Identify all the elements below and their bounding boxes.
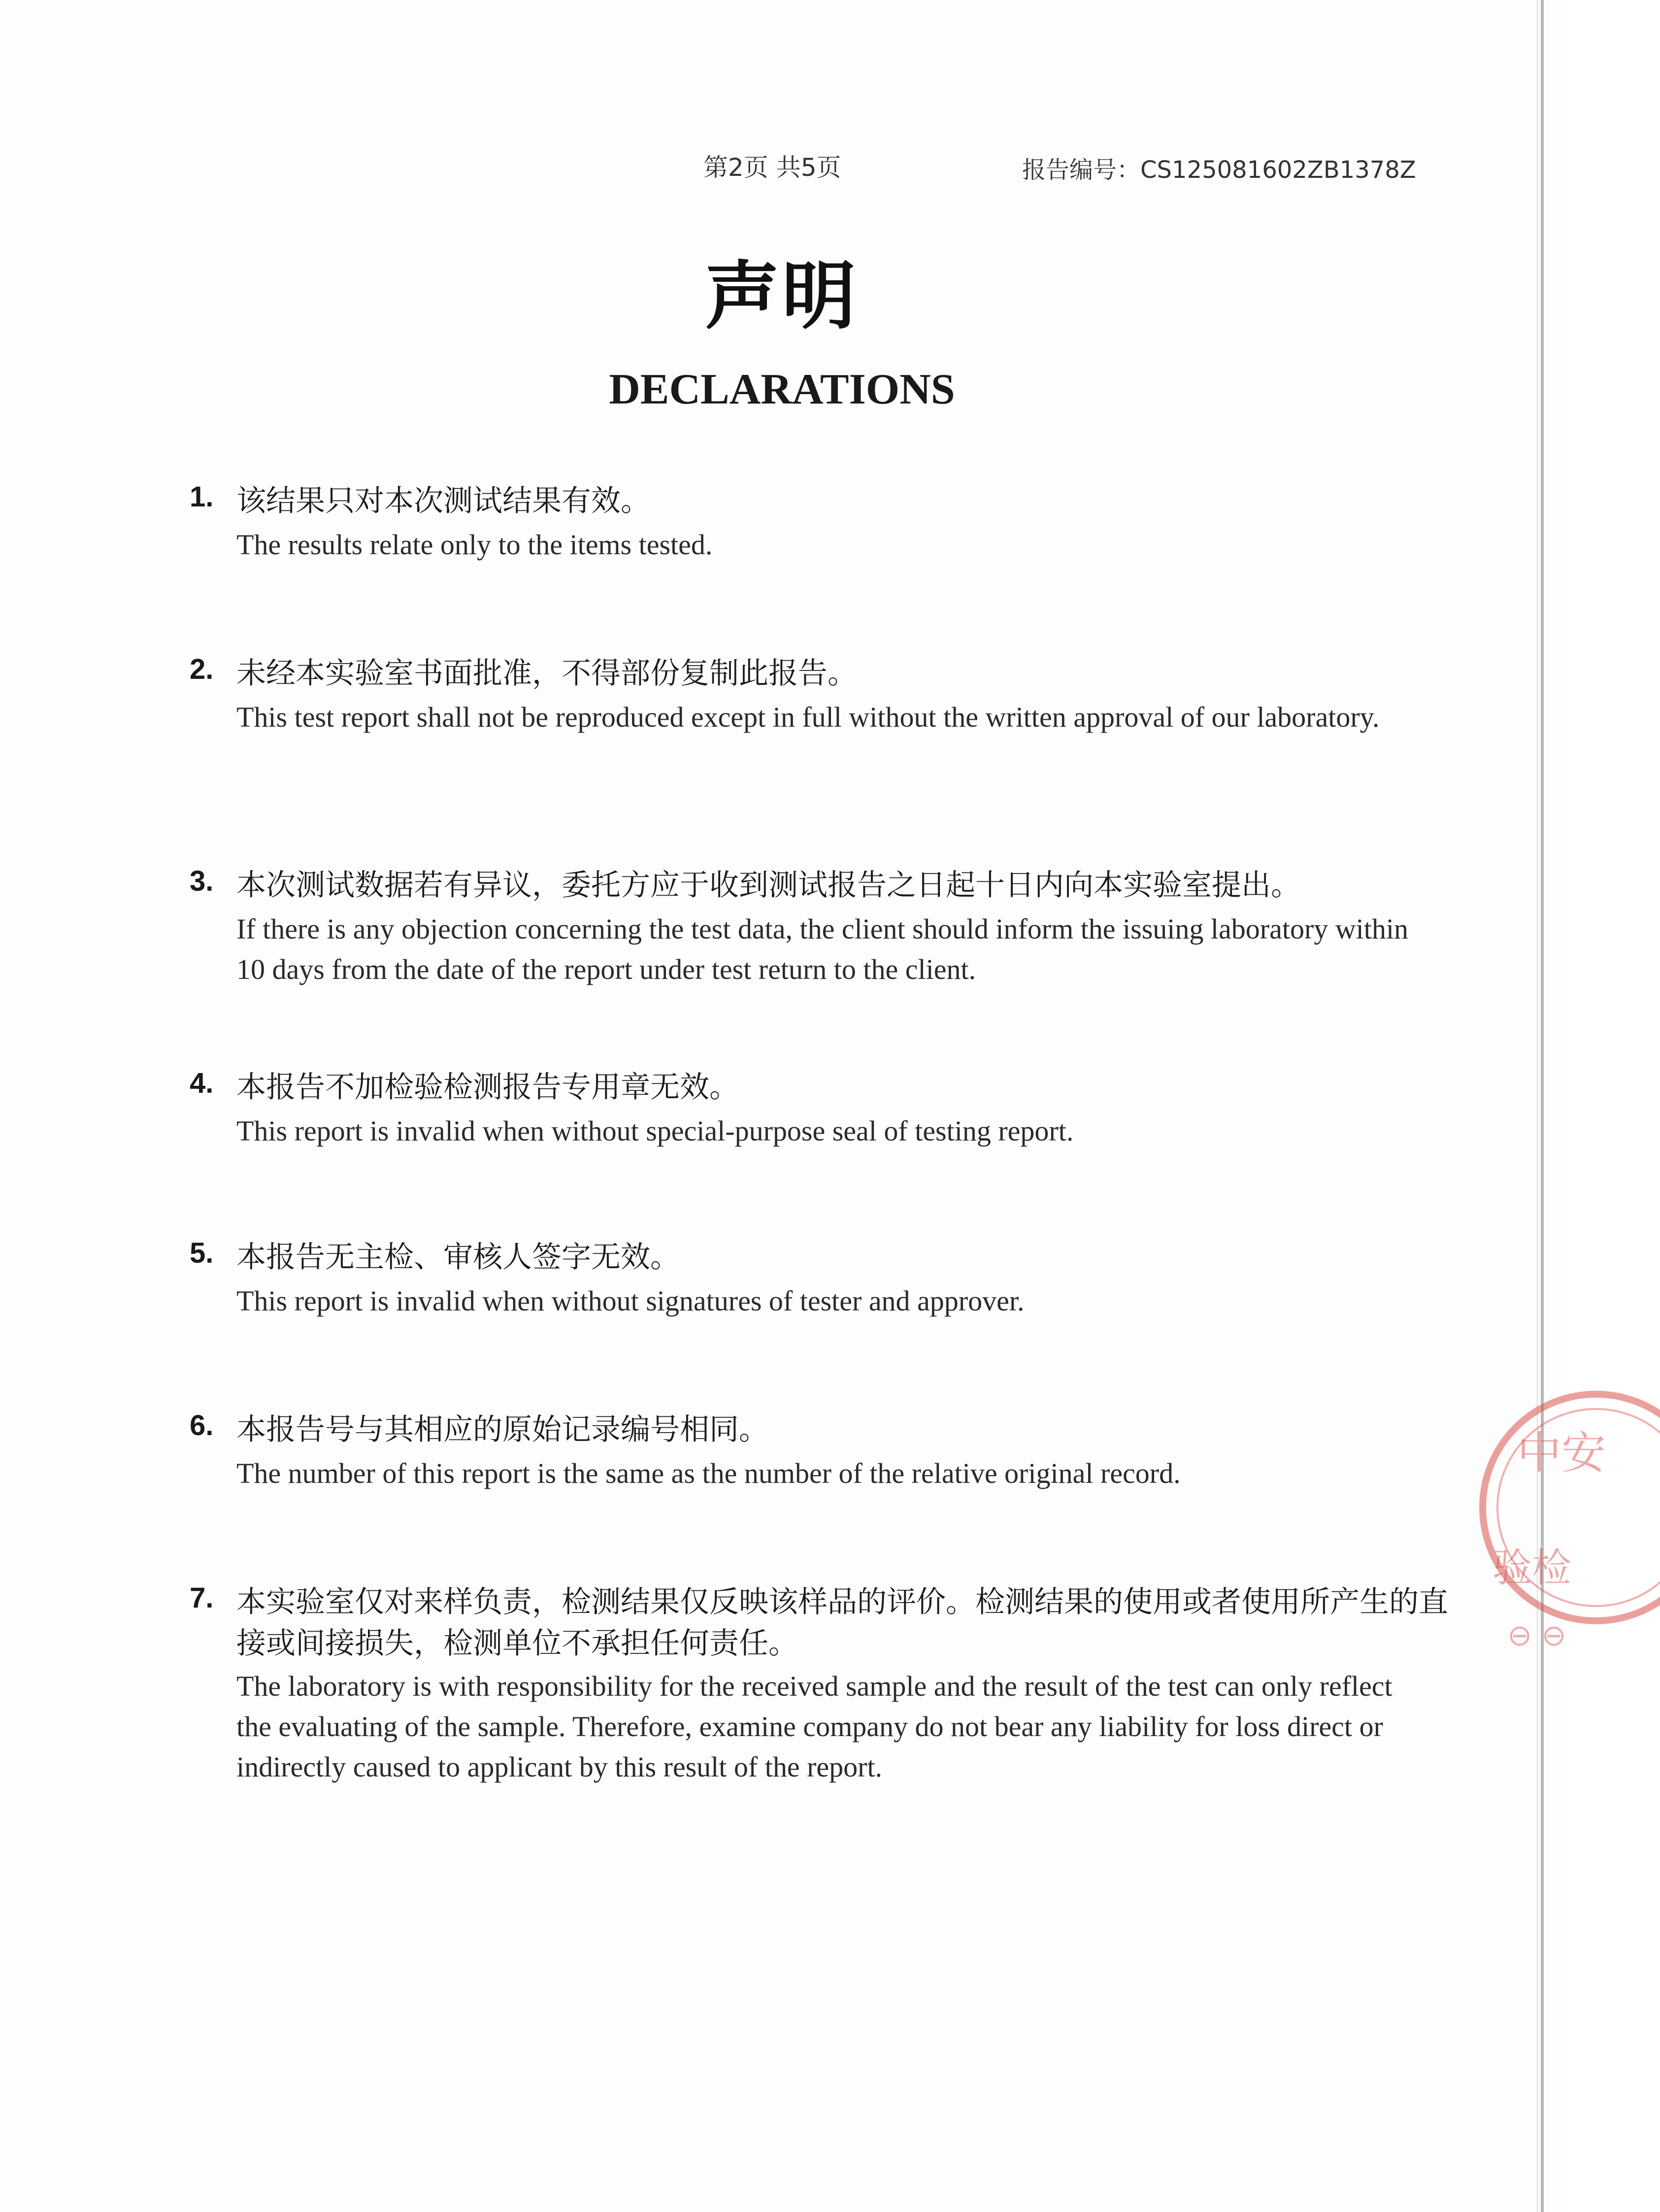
report-number: 报告编号：CS125081602ZB1378Z bbox=[1022, 156, 1416, 184]
seal-inner-ring bbox=[1497, 1409, 1660, 1606]
declaration-text-chinese: 该结果只对本次测试结果有效。 bbox=[236, 484, 650, 518]
declaration-text-english: The laboratory is with responsibility for the received sample and the result of the test can only reflect the evaluating of the sample. Therefore, examine company do not bear any liability for loss direct or indirectly caused to applicant by this result of the report. bbox=[236, 1670, 1393, 1783]
declaration-number: 1. bbox=[190, 481, 214, 513]
declaration-text-english: The number of this report is the same as the number of the relative original record. bbox=[236, 1457, 1181, 1489]
declaration-text-english: This report is invalid when without special-purpose seal of testing report. bbox=[236, 1115, 1074, 1147]
seal-dots: ⊖ ⊖ bbox=[1507, 1618, 1566, 1653]
declaration-text-chinese: 本报告号与其相应的原始记录编号相同。 bbox=[236, 1412, 768, 1447]
declaration-number: 4. bbox=[190, 1067, 214, 1099]
seal-text-top: 中安 bbox=[1517, 1427, 1606, 1479]
declaration-text-english: This report is invalid when without signatures of tester and approver. bbox=[236, 1285, 1025, 1317]
declaration-text-chinese: 本报告不加检验检测报告专用章无效。 bbox=[236, 1070, 739, 1105]
declaration-text-chinese: 本实验室仅对来样负责，检测结果仅反映该样品的评价。检测结果的使用或者使用所产生的直接或间接损失，检测单位不承担任何责任。 bbox=[236, 1585, 1448, 1661]
declaration-text-chinese: 本次测试数据若有异议，委托方应于收到测试报告之日起十日内向本实验室提出。 bbox=[236, 868, 1300, 903]
page-indicator: 第2页 共5页 bbox=[703, 153, 841, 182]
declaration-text-english: The results relate only to the items tested. bbox=[236, 529, 713, 561]
seal-ring bbox=[1483, 1394, 1660, 1621]
declaration-text-chinese: 未经本实验室书面批准，不得部份复制此报告。 bbox=[236, 656, 857, 691]
seal-stamp bbox=[1473, 1370, 1660, 1653]
declaration-text-english: If there is any objection concerning the test data, the client should inform the issuing laboratory within 10 days from the date of the report under test return to the client. bbox=[236, 913, 1408, 985]
declaration-number: 3. bbox=[190, 865, 214, 897]
declaration-number: 5. bbox=[190, 1237, 214, 1269]
declaration-number: 2. bbox=[190, 653, 214, 685]
seal-outer-ring bbox=[1483, 1394, 1660, 1621]
declaration-number: 7. bbox=[190, 1582, 214, 1614]
title-english: DECLARATIONS bbox=[609, 366, 955, 413]
seal-text-bottom: 验检 bbox=[1493, 1545, 1571, 1591]
title-chinese: 声明 bbox=[705, 254, 859, 339]
declaration-text-english: This test report shall not be reproduced except in full without the written approval of our laboratory. bbox=[236, 701, 1380, 733]
declaration-number: 6. bbox=[190, 1409, 214, 1441]
declaration-text-chinese: 本报告无主检、审核人签字无效。 bbox=[236, 1240, 680, 1274]
